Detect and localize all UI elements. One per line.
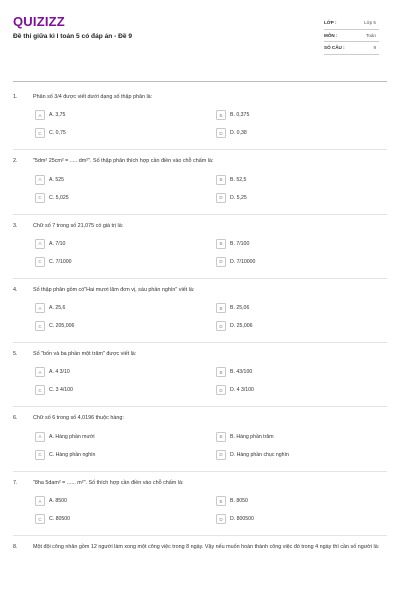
answer-option[interactable] bbox=[216, 366, 371, 378]
answer-options bbox=[35, 495, 387, 525]
meta-row-subject bbox=[324, 30, 379, 43]
question-item bbox=[13, 287, 387, 343]
meta-table bbox=[324, 17, 379, 55]
answer-option[interactable] bbox=[35, 127, 216, 139]
question-item bbox=[13, 223, 387, 279]
option-letter-box: D bbox=[216, 193, 226, 203]
option-letter-box: C bbox=[35, 193, 45, 203]
option-text: A. 4 3/10 bbox=[49, 369, 70, 376]
option-text: D. 5,25 bbox=[230, 194, 247, 201]
option-text: C. Hàng phần nghìn bbox=[49, 451, 96, 458]
option-text: D. 7/10000 bbox=[230, 258, 256, 265]
option-letter-box: D bbox=[216, 385, 226, 395]
question-separator bbox=[13, 535, 387, 536]
option-letter-box: C bbox=[35, 128, 45, 138]
answer-option[interactable] bbox=[216, 256, 371, 268]
answer-option[interactable] bbox=[35, 238, 216, 250]
question-item bbox=[13, 94, 387, 150]
answer-option[interactable] bbox=[216, 109, 371, 121]
question-number: 4. bbox=[13, 286, 18, 293]
option-text: A. 7/10 bbox=[49, 240, 66, 247]
question-number: 8. bbox=[13, 544, 18, 551]
option-letter-box: B bbox=[216, 110, 226, 120]
question-separator bbox=[13, 149, 387, 150]
option-letter-box: B bbox=[216, 367, 226, 377]
meta-label: MÔN : bbox=[324, 32, 338, 38]
meta-value: Toán bbox=[366, 32, 376, 38]
question-separator bbox=[13, 471, 387, 472]
question-header bbox=[13, 415, 387, 422]
question-separator bbox=[13, 406, 387, 407]
meta-label: LỚP : bbox=[324, 20, 337, 26]
answer-option[interactable] bbox=[35, 495, 216, 507]
answer-option[interactable] bbox=[35, 366, 216, 378]
meta-label: SỐ CÂU : bbox=[324, 45, 345, 51]
question-separator bbox=[13, 214, 387, 215]
option-letter-box: A bbox=[35, 496, 45, 506]
answer-option[interactable] bbox=[35, 192, 216, 204]
option-letter-box: C bbox=[35, 514, 45, 524]
option-text: C. 3 4/100 bbox=[49, 387, 73, 394]
question-list bbox=[13, 94, 387, 551]
question-item bbox=[13, 158, 387, 214]
answer-option[interactable] bbox=[35, 174, 216, 186]
answer-options bbox=[35, 302, 387, 332]
option-letter-box: B bbox=[216, 432, 226, 442]
question-separator bbox=[13, 342, 387, 343]
option-letter-box: B bbox=[216, 303, 226, 313]
question-text: "5dm² 25cm² = ..... dm²". Số thập phân thích hợp cần điền vào chỗ chấm là: bbox=[33, 158, 214, 165]
header-divider bbox=[13, 81, 387, 82]
meta-value: Lớp 5 bbox=[364, 20, 376, 26]
meta-row-class bbox=[324, 17, 379, 30]
option-letter-box: C bbox=[35, 321, 45, 331]
question-item bbox=[13, 544, 387, 551]
answer-options bbox=[35, 109, 387, 139]
option-text: A. 3,75 bbox=[49, 112, 66, 119]
question-text: "8ha 5dam² = ...... m²". Số thích hợp cần điền vào chỗ chấm là: bbox=[33, 479, 184, 486]
option-text: C. 0,75 bbox=[49, 130, 66, 137]
option-letter-box: A bbox=[35, 303, 45, 313]
meta-value: 9 bbox=[373, 45, 376, 51]
page-title: Đề thi giữa kì I toán 5 có đáp án - Đề 9 bbox=[13, 33, 133, 40]
option-text: A. 8500 bbox=[49, 498, 67, 505]
option-text: C. 80500 bbox=[49, 516, 71, 523]
option-letter-box: C bbox=[35, 257, 45, 267]
question-item bbox=[13, 415, 387, 471]
meta-row-count bbox=[324, 42, 379, 55]
option-text: A. 525 bbox=[49, 176, 64, 183]
option-text: D. 0,38 bbox=[230, 130, 247, 137]
question-item bbox=[13, 480, 387, 536]
answer-option[interactable] bbox=[216, 495, 371, 507]
answer-option[interactable] bbox=[35, 384, 216, 396]
answer-option[interactable] bbox=[35, 431, 216, 443]
question-header bbox=[13, 223, 387, 230]
option-letter-box: B bbox=[216, 175, 226, 185]
answer-option[interactable] bbox=[216, 174, 371, 186]
question-number: 7. bbox=[13, 479, 18, 486]
option-letter-box: D bbox=[216, 450, 226, 460]
question-text: Chữ số 7 trong số 21,075 có giá trị là: bbox=[33, 222, 124, 229]
option-text: D. 4 3/100 bbox=[230, 387, 254, 394]
option-text: C. 5,025 bbox=[49, 194, 69, 201]
option-text: D. 800500 bbox=[230, 516, 254, 523]
option-letter-box: D bbox=[216, 257, 226, 267]
question-header bbox=[13, 94, 387, 101]
question-header bbox=[13, 158, 387, 165]
question-header bbox=[13, 351, 387, 358]
answer-option[interactable] bbox=[216, 192, 371, 204]
answer-option[interactable] bbox=[216, 513, 371, 525]
question-number: 2. bbox=[13, 158, 18, 165]
question-number: 3. bbox=[13, 222, 18, 229]
question-text: Một đội công nhân gồm 12 người làm xong một công việc trong 8 ngày. Vậy nếu muốn hoàn thành công việc đó trong 4 ngày thì cần số người là: bbox=[33, 544, 380, 551]
option-text: B. 52,5 bbox=[230, 176, 247, 183]
quizizz-logo: QUIZIZZ bbox=[13, 14, 65, 29]
option-letter-box: D bbox=[216, 128, 226, 138]
header bbox=[13, 14, 387, 62]
option-text: C. 7/1000 bbox=[49, 258, 72, 265]
option-text: D. 25,006 bbox=[230, 323, 253, 330]
option-letter-box: C bbox=[35, 385, 45, 395]
option-letter-box: B bbox=[216, 239, 226, 249]
option-text: B. 8050 bbox=[230, 498, 248, 505]
option-letter-box: D bbox=[216, 514, 226, 524]
answer-options bbox=[35, 174, 387, 204]
option-letter-box: C bbox=[35, 450, 45, 460]
question-header bbox=[13, 287, 387, 294]
answer-option[interactable] bbox=[216, 449, 371, 461]
question-number: 6. bbox=[13, 415, 18, 422]
answer-option[interactable] bbox=[35, 109, 216, 121]
question-item bbox=[13, 351, 387, 407]
option-letter-box: A bbox=[35, 367, 45, 377]
option-text: B. 43/100 bbox=[230, 369, 253, 376]
answer-options bbox=[35, 431, 387, 461]
question-text: Phân số 3/4 được viết dưới dạng số thập phân là: bbox=[33, 94, 153, 100]
option-letter-box: A bbox=[35, 239, 45, 249]
option-letter-box: D bbox=[216, 321, 226, 331]
answer-options bbox=[35, 366, 387, 396]
option-letter-box: A bbox=[35, 432, 45, 442]
answer-options bbox=[35, 238, 387, 268]
question-header bbox=[13, 480, 387, 487]
question-number: 1. bbox=[13, 94, 18, 100]
option-letter-box: A bbox=[35, 110, 45, 120]
answer-option[interactable] bbox=[35, 513, 216, 525]
answer-option[interactable] bbox=[35, 449, 216, 461]
answer-option[interactable] bbox=[216, 431, 371, 443]
answer-option[interactable] bbox=[216, 302, 371, 314]
question-text: Số thập phân gồm có"Hai mươi lăm đơn vị, sáu phần nghìn" viết là: bbox=[33, 286, 195, 293]
question-separator bbox=[13, 278, 387, 279]
answer-option[interactable] bbox=[216, 384, 371, 396]
option-text: B. Hàng phần trăm bbox=[230, 433, 274, 440]
answer-option[interactable] bbox=[35, 256, 216, 268]
answer-option[interactable] bbox=[35, 320, 216, 332]
option-letter-box: B bbox=[216, 496, 226, 506]
option-text: C. 205,006 bbox=[49, 323, 75, 330]
option-letter-box: A bbox=[35, 175, 45, 185]
answer-option[interactable] bbox=[35, 302, 216, 314]
answer-option[interactable] bbox=[216, 320, 371, 332]
option-text: A. 25,6 bbox=[49, 305, 66, 312]
option-text: A. Hàng phần mười bbox=[49, 433, 95, 440]
answer-option[interactable] bbox=[216, 127, 371, 139]
question-text: Số "bốn và ba phần một trăm" được viết là: bbox=[33, 351, 137, 358]
question-text: Chữ số 6 trong số 4,0196 thuộc hàng: bbox=[33, 415, 124, 422]
option-text: B. 25,06 bbox=[230, 305, 250, 312]
question-number: 5. bbox=[13, 351, 18, 358]
answer-option[interactable] bbox=[216, 238, 371, 250]
option-text: B. 0,375 bbox=[230, 112, 250, 119]
question-header bbox=[13, 544, 387, 551]
option-text: B. 7/100 bbox=[230, 240, 250, 247]
option-text: D. Hàng phần chục nghìn bbox=[230, 451, 289, 458]
